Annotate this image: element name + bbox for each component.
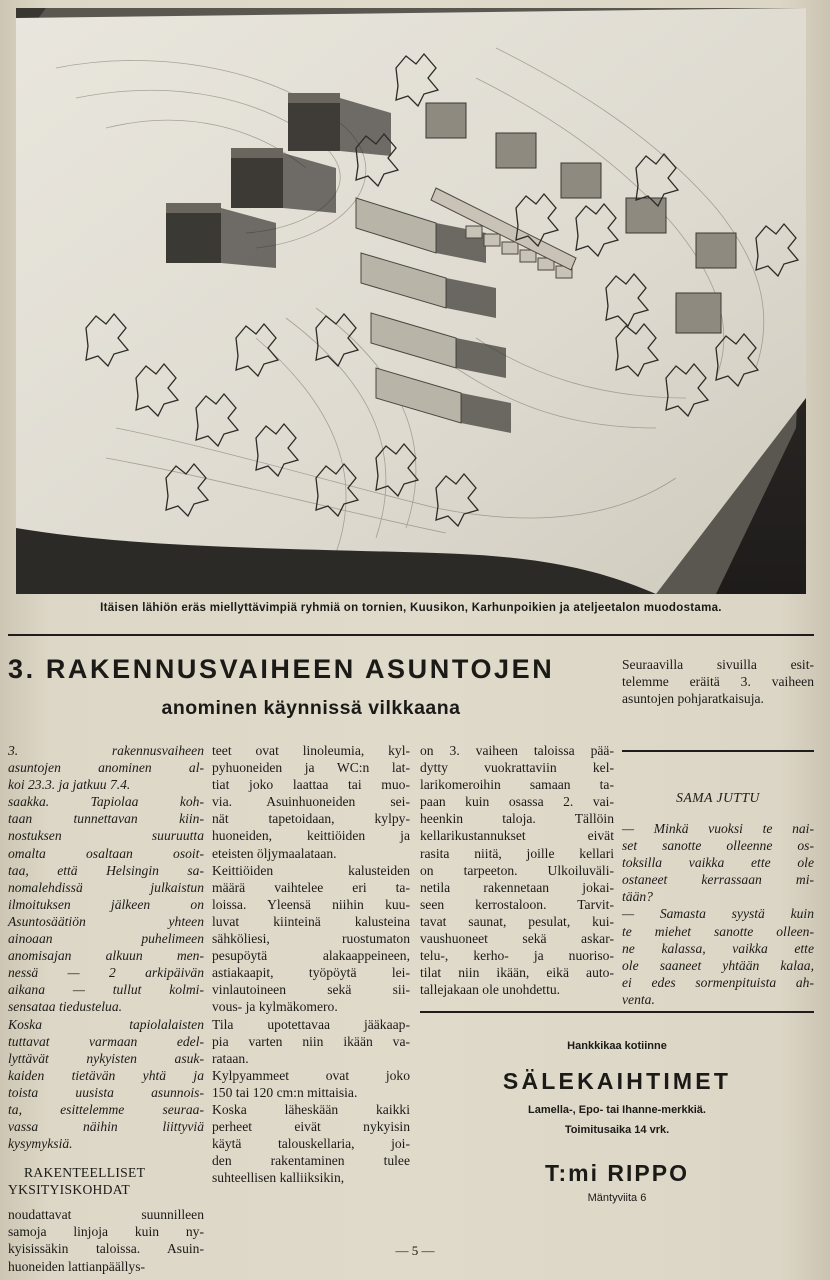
text-line: seen kerrostaloon. Tarvit- [420, 896, 614, 912]
text-line: on tarpeeton. Ulkoiluväli- [420, 862, 614, 878]
text-line: telemme eräitä 3. vaiheen [622, 674, 814, 690]
text-line: den rakentaminen tulee [212, 1153, 410, 1169]
text-line: Koska tapiolalaisten [8, 1016, 204, 1032]
text-line: taan tunnettavan kiin- [8, 811, 204, 827]
text-line: kysymyksiä. [8, 1136, 73, 1152]
ad-line-1: Hankkikaa kotiinne [567, 1040, 667, 1052]
text-line: ole saaneet yhtään kalaa, [622, 957, 814, 973]
text-line: pyhuoneiden ja WC:n lat- [212, 760, 410, 776]
sidebar-rule [622, 750, 814, 752]
text-line: via. Asuinhuoneiden sei- [212, 794, 410, 810]
ad-company: T:mi RIPPO [545, 1160, 689, 1186]
article-body-1 [8, 1206, 204, 1274]
text-line: toksilla vaikka ette ole [622, 855, 814, 871]
text-line: loissa. Yleensä niihin kuu- [212, 896, 410, 912]
subhead-line-2: YKSITYISKOHDAT [8, 1182, 131, 1198]
text-line: ostaneet kerrassaan mi- [622, 872, 814, 888]
text-line: nessä — 2 arkipäivän [8, 965, 204, 981]
text-line: huoneiden lattianpäällys- [8, 1258, 146, 1274]
subhead-line-1: RAKENTEELLISET [24, 1165, 146, 1181]
photo-caption: Itäisen lähiön eräs miellyttävimpiä ryhmiä on tornien, Kuusikon, Karhunpoikien ja ateljeetalon muodostama. [100, 602, 722, 614]
text-line: vassa näihin liittyviä [8, 1119, 204, 1135]
sidebar-intro [622, 656, 814, 707]
model-photo-drawing [16, 8, 806, 594]
text-line: — Samasta syystä kuin [622, 906, 814, 922]
text-line: larikomeroihin samaan ta- [420, 777, 614, 793]
text-line: paan kuin osassa 2. vai- [420, 794, 614, 810]
text-line: Seuraavilla sivuilla esit- [622, 657, 814, 672]
text-line: tuttavat varmaan edel- [8, 1033, 204, 1049]
text-line: suhteellisen kalliiksikin, [212, 1170, 345, 1186]
text-line: saakka. Tapiolaa koh- [8, 794, 204, 810]
text-line: kyisissäkin taloissa. Asuin- [8, 1241, 204, 1257]
text-line: tiat joko laattaa tai muo- [212, 777, 410, 793]
sidebar-title: SAMA JUTTU [676, 790, 760, 805]
text-line: omalta osaltaan osoit- [8, 845, 204, 861]
text-line: taa, että Helsingin sa- [8, 862, 204, 878]
text-line: Koska läheskään kaikki [212, 1101, 410, 1117]
text-line: Asuntosäätiön yhteen [8, 913, 204, 929]
headline-sub: anominen käynnissä vilkkaana [161, 697, 461, 719]
text-line: asuntojen pohjaratkaisuja. [622, 691, 764, 707]
text-line: ta, esittelemme seuraa- [8, 1101, 204, 1117]
article-column-3 [420, 742, 614, 998]
text-line: koi 23.3. ja jatkuu 7.4. [8, 777, 131, 793]
text-line: vaushuoneet sekä askar- [420, 931, 614, 947]
text-line: set sanotte olleenne os- [622, 838, 814, 854]
ad-line-3: Lamella-, Epo- tai Ihanne-merkkiä. [528, 1104, 706, 1116]
text-line: luvat kiinteinä kalusteina [212, 913, 410, 929]
text-line: pia varten niin ikään va- [212, 1033, 410, 1049]
text-line: 150 tai 120 cm:n mittaisia. [212, 1084, 358, 1100]
text-line: pesupöytä alakaappeineen, [212, 948, 410, 964]
article-column-2 [212, 742, 410, 1186]
text-line: tavat saunat, pesulat, kui- [420, 913, 614, 929]
text-line: määrä vaihtelee eri ta- [212, 879, 410, 895]
text-line: noudattavat suunnilleen [8, 1207, 204, 1223]
text-line: toista uusista asunnois- [8, 1084, 204, 1100]
page-number: — 5 — [395, 1243, 435, 1258]
text-line: Tila upotettavaa jääkaap- [212, 1016, 410, 1032]
text-line: rasita niitä, joille kellari [420, 845, 614, 861]
text-line: ilmoituksen jälkeen on [8, 896, 204, 912]
text-line: aikana — tullut kolmi- [8, 982, 204, 998]
text-line: ne kalassa, vaikka ette [622, 940, 814, 956]
article-column-1 [8, 742, 204, 1275]
text-line: astiakaapit, työpöytä lei- [212, 965, 410, 981]
sidebar-joke [622, 820, 814, 1008]
text-line: teet ovat linoleumia, kyl- [212, 743, 410, 758]
text-line: nät tapetoidaan, kylpy- [212, 811, 410, 827]
text-line: eteisten öljymaalataan. [212, 845, 337, 861]
horizontal-rule [8, 634, 814, 636]
ad-rule [420, 1011, 814, 1013]
text-line: ainoaan puhelimeen [8, 931, 204, 947]
text-line: nostuksen suuruutta [8, 828, 204, 844]
text-line: sähköliesi, ruostumaton [212, 931, 410, 947]
ad-brand: SÄLEKAIHTIMET [502, 1068, 732, 1094]
text-line: — Minkä vuoksi te nai- [622, 821, 814, 836]
text-line: telu-, kerho- ja nuoriso- [420, 948, 614, 964]
ad-line-4: Toimitusaika 14 vrk. [564, 1124, 670, 1136]
text-line: asuntojen anominen al- [8, 760, 204, 776]
text-line: perheet eivät nykyisin [212, 1119, 410, 1135]
text-line: tään? [622, 889, 653, 905]
ad-address: Mäntyviita 6 [587, 1192, 647, 1204]
text-line: samoja linjoja kuin ny- [8, 1224, 204, 1240]
text-line: on 3. vaiheen taloissa pää- [420, 743, 614, 758]
text-line: netila rakennetaan jokai- [420, 879, 614, 895]
text-line: tilat niin ikään, eikä auto- [420, 965, 614, 981]
headline-main: 3. RAKENNUSVAIHEEN ASUNTOJEN [8, 654, 555, 684]
text-line: venta. [622, 991, 655, 1007]
section-subhead [8, 1164, 204, 1198]
text-line: rataan. [212, 1050, 249, 1066]
text-line: lyttävät nykyisten asuk- [8, 1050, 204, 1066]
text-line: anomisajan alkuun men- [8, 948, 204, 964]
text-line: dytty vuokrattaviin kel- [420, 760, 614, 776]
text-line: Kylpyammeet ovat joko [212, 1067, 410, 1083]
architectural-model-photo [16, 8, 806, 594]
text-line: heenkin taloja. Tällöin [420, 811, 614, 827]
text-line: ei edes sormenpituista ah- [622, 974, 814, 990]
text-line: nomalehdissä julkaistun [8, 879, 204, 895]
text-line: huoneiden, keittiöiden ja [212, 828, 410, 844]
text-line: kellarikustannukset eivät [420, 828, 614, 844]
article-lead [8, 742, 204, 1152]
text-line: 3. rakennusvaiheen [8, 743, 204, 758]
text-line: te miehet sanotte olleen- [622, 923, 814, 939]
text-line: kaiden tietävän yhtä ja [8, 1067, 204, 1083]
text-line: käytä talouskellaria, joi- [212, 1136, 410, 1152]
text-line: vinlautoineen sekä sii- [212, 982, 410, 998]
text-line: vous- ja kylmäkomero. [212, 999, 338, 1015]
text-line: tallejakaan ole unohdettu. [420, 982, 561, 998]
text-line: Keittiöiden kalusteiden [212, 862, 410, 878]
text-line: sensataa tiedustelua. [8, 999, 123, 1015]
